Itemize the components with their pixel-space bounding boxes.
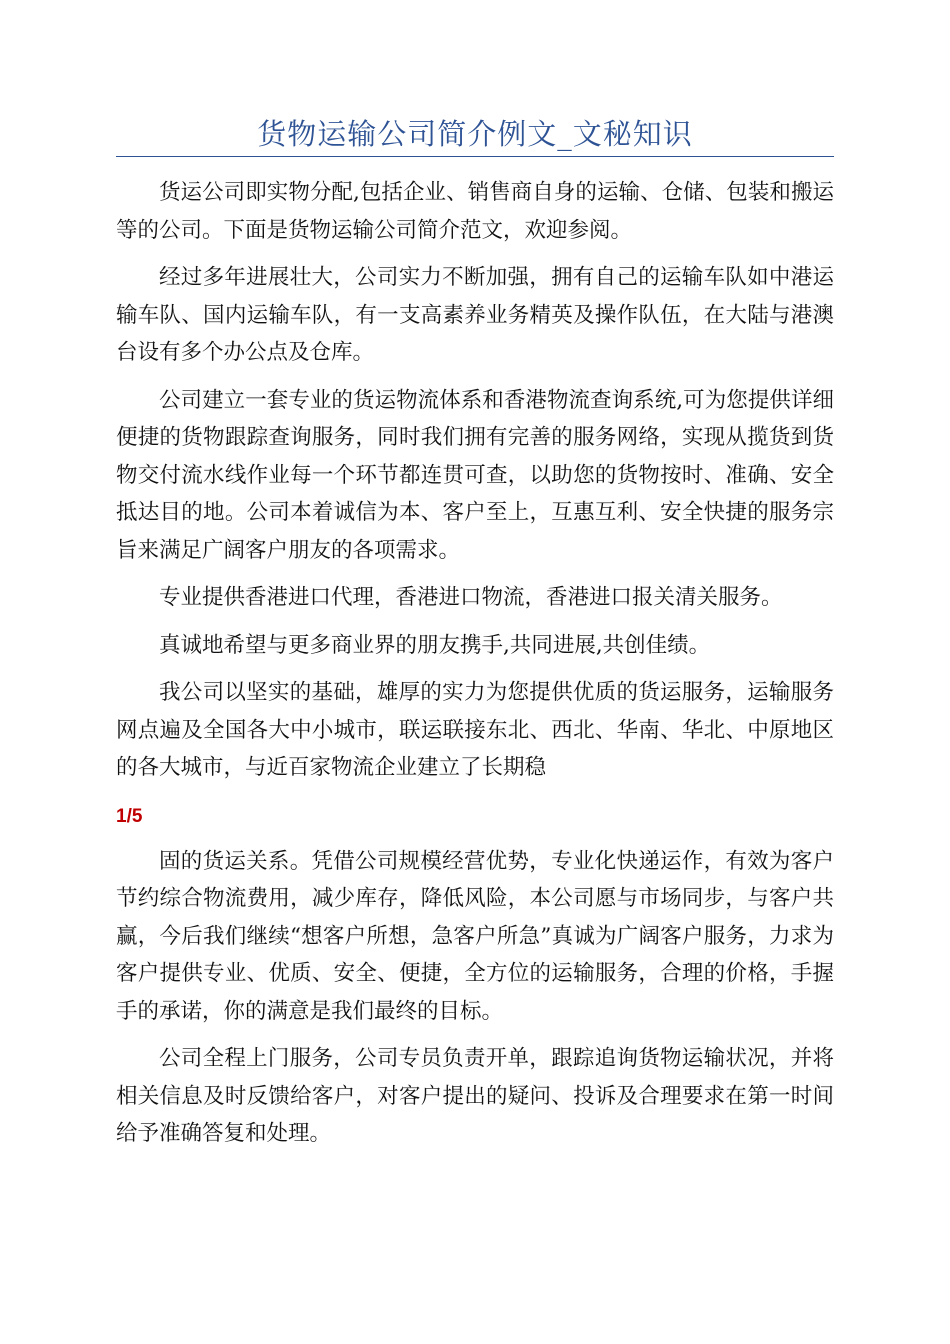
page-number: 1/5 (116, 805, 143, 827)
title-underline (116, 156, 834, 157)
paragraph: 公司建立一套专业的货运物流体系和香港物流查询系统,可为您提供详细便捷的货物跟踪查询服务，同时我们拥有完善的服务网络，实现从揽货到货物交付流水线作业每一个环节都连贯可查，以助您的货物按时、准确、安全抵达目的地。公司本着诚信为本、客户至上，互惠互利、安全快捷的服务宗旨来满足广阔客户朋友的各项需求。 (116, 387, 834, 563)
document-title: 货物运输公司简介例文_文秘知识 (257, 117, 693, 151)
paragraph: 专业提供香港进口代理，香港进口物流，香港进口报关清关服务。 (159, 585, 783, 610)
paragraph: 真诚地希望与更多商业界的朋友携手,共同进展,共创佳绩。 (159, 632, 711, 658)
paragraph: 货运公司即实物分配,包括企业、销售商自身的运输、仓储、包装和搬运等的公司。下面是货物运输公司简介范文，欢迎参阅。 (116, 180, 834, 243)
paragraph: 固的货运关系。凭借公司规模经营优势，专业化快递运作，有效为客户节约综合物流费用，减少库存，降低风险，本公司愿与市场同步，与客户共赢，今后我们继续“想客户所想，急客户所急”真诚为广阔客户服务，力求为客户提供专业、优质、安全、便捷，全方位的运输服务，合理的价格，手握手的承诺，你的满意是我们最终的目标。 (116, 848, 834, 1024)
paragraph: 我公司以坚实的基础，雄厚的实力为您提供优质的货运服务，运输服务网点遍及全国各大中小城市，联运联接东北、西北、华南、华北、中原地区的各大城市，与近百家物流企业建立了长期稳 (116, 680, 834, 780)
paragraph: 公司全程上门服务，公司专员负责开单，跟踪追询货物运输状况，并将相关信息及时反馈给客户，对客户提出的疑问、投诉及合理要求在第一时间给予准确答复和处理。 (116, 1046, 834, 1146)
paragraph: 经过多年进展壮大，公司实力不断加强，拥有自己的运输车队如中港运输车队、国内运输车队，有一支高素养业务精英及操作队伍，在大陆与港澳台设有多个办公点及仓库。 (116, 265, 834, 365)
document-body (116, 174, 834, 1163)
